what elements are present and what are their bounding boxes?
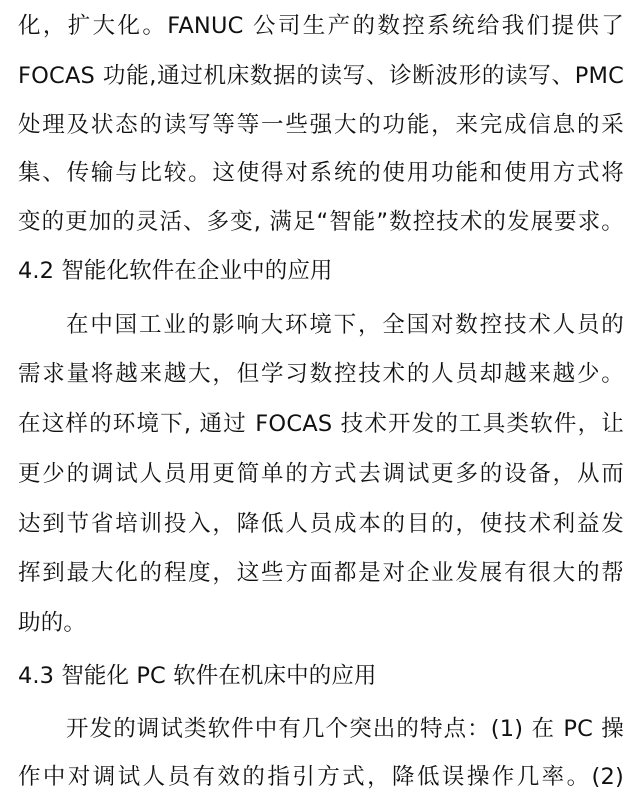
section-heading-4-2: 4.2 智能化软件在企业中的应用: [18, 258, 333, 284]
paragraph-line: FOCAS 功能,通过机床数据的读写、诊断波形的读写、PMC: [18, 63, 624, 89]
paragraph-line: 作中对调试人员有效的指引方式，降低误操作几率。(2): [18, 764, 624, 790]
paragraph-line: 在这样的环境下, 通过 FOCAS 技术开发的工具类软件，让: [18, 411, 624, 437]
paragraph-line: 处理及状态的读写等等一些强大的功能，来完成信息的采: [18, 112, 624, 138]
paragraph-line: 达到节省培训投入，降低人员成本的目的，使技术利益发: [18, 511, 624, 537]
paragraph-line: 集、传输与比较。这使得对系统的使用功能和使用方式将: [18, 160, 624, 186]
paragraph-line: 更少的调试人员用更简单的方式去调试更多的设备，从而: [18, 461, 624, 487]
paragraph-line: 助的。: [18, 610, 87, 636]
paragraph-line: 变的更加的灵活、多变, 满足“智能”数控技术的发展要求。: [18, 209, 624, 235]
paragraph-line: 挥到最大化的程度，这些方面都是对企业发展有很大的帮: [18, 560, 624, 586]
paragraph-line: 需求量将越来越大，但学习数控技术的人员却越来越少。: [18, 361, 624, 387]
paragraph-line: 开发的调试类软件中有几个突出的特点：(1) 在 PC 操: [66, 716, 624, 742]
paragraph-line: 化，扩大化。FANUC 公司生产的数控系统给我们提供了: [18, 13, 624, 39]
section-heading-4-3: 4.3 智能化 PC 软件在机床中的应用: [18, 663, 377, 689]
paragraph-line: 在中国工业的影响大环境下，全国对数控技术人员的: [66, 312, 624, 338]
